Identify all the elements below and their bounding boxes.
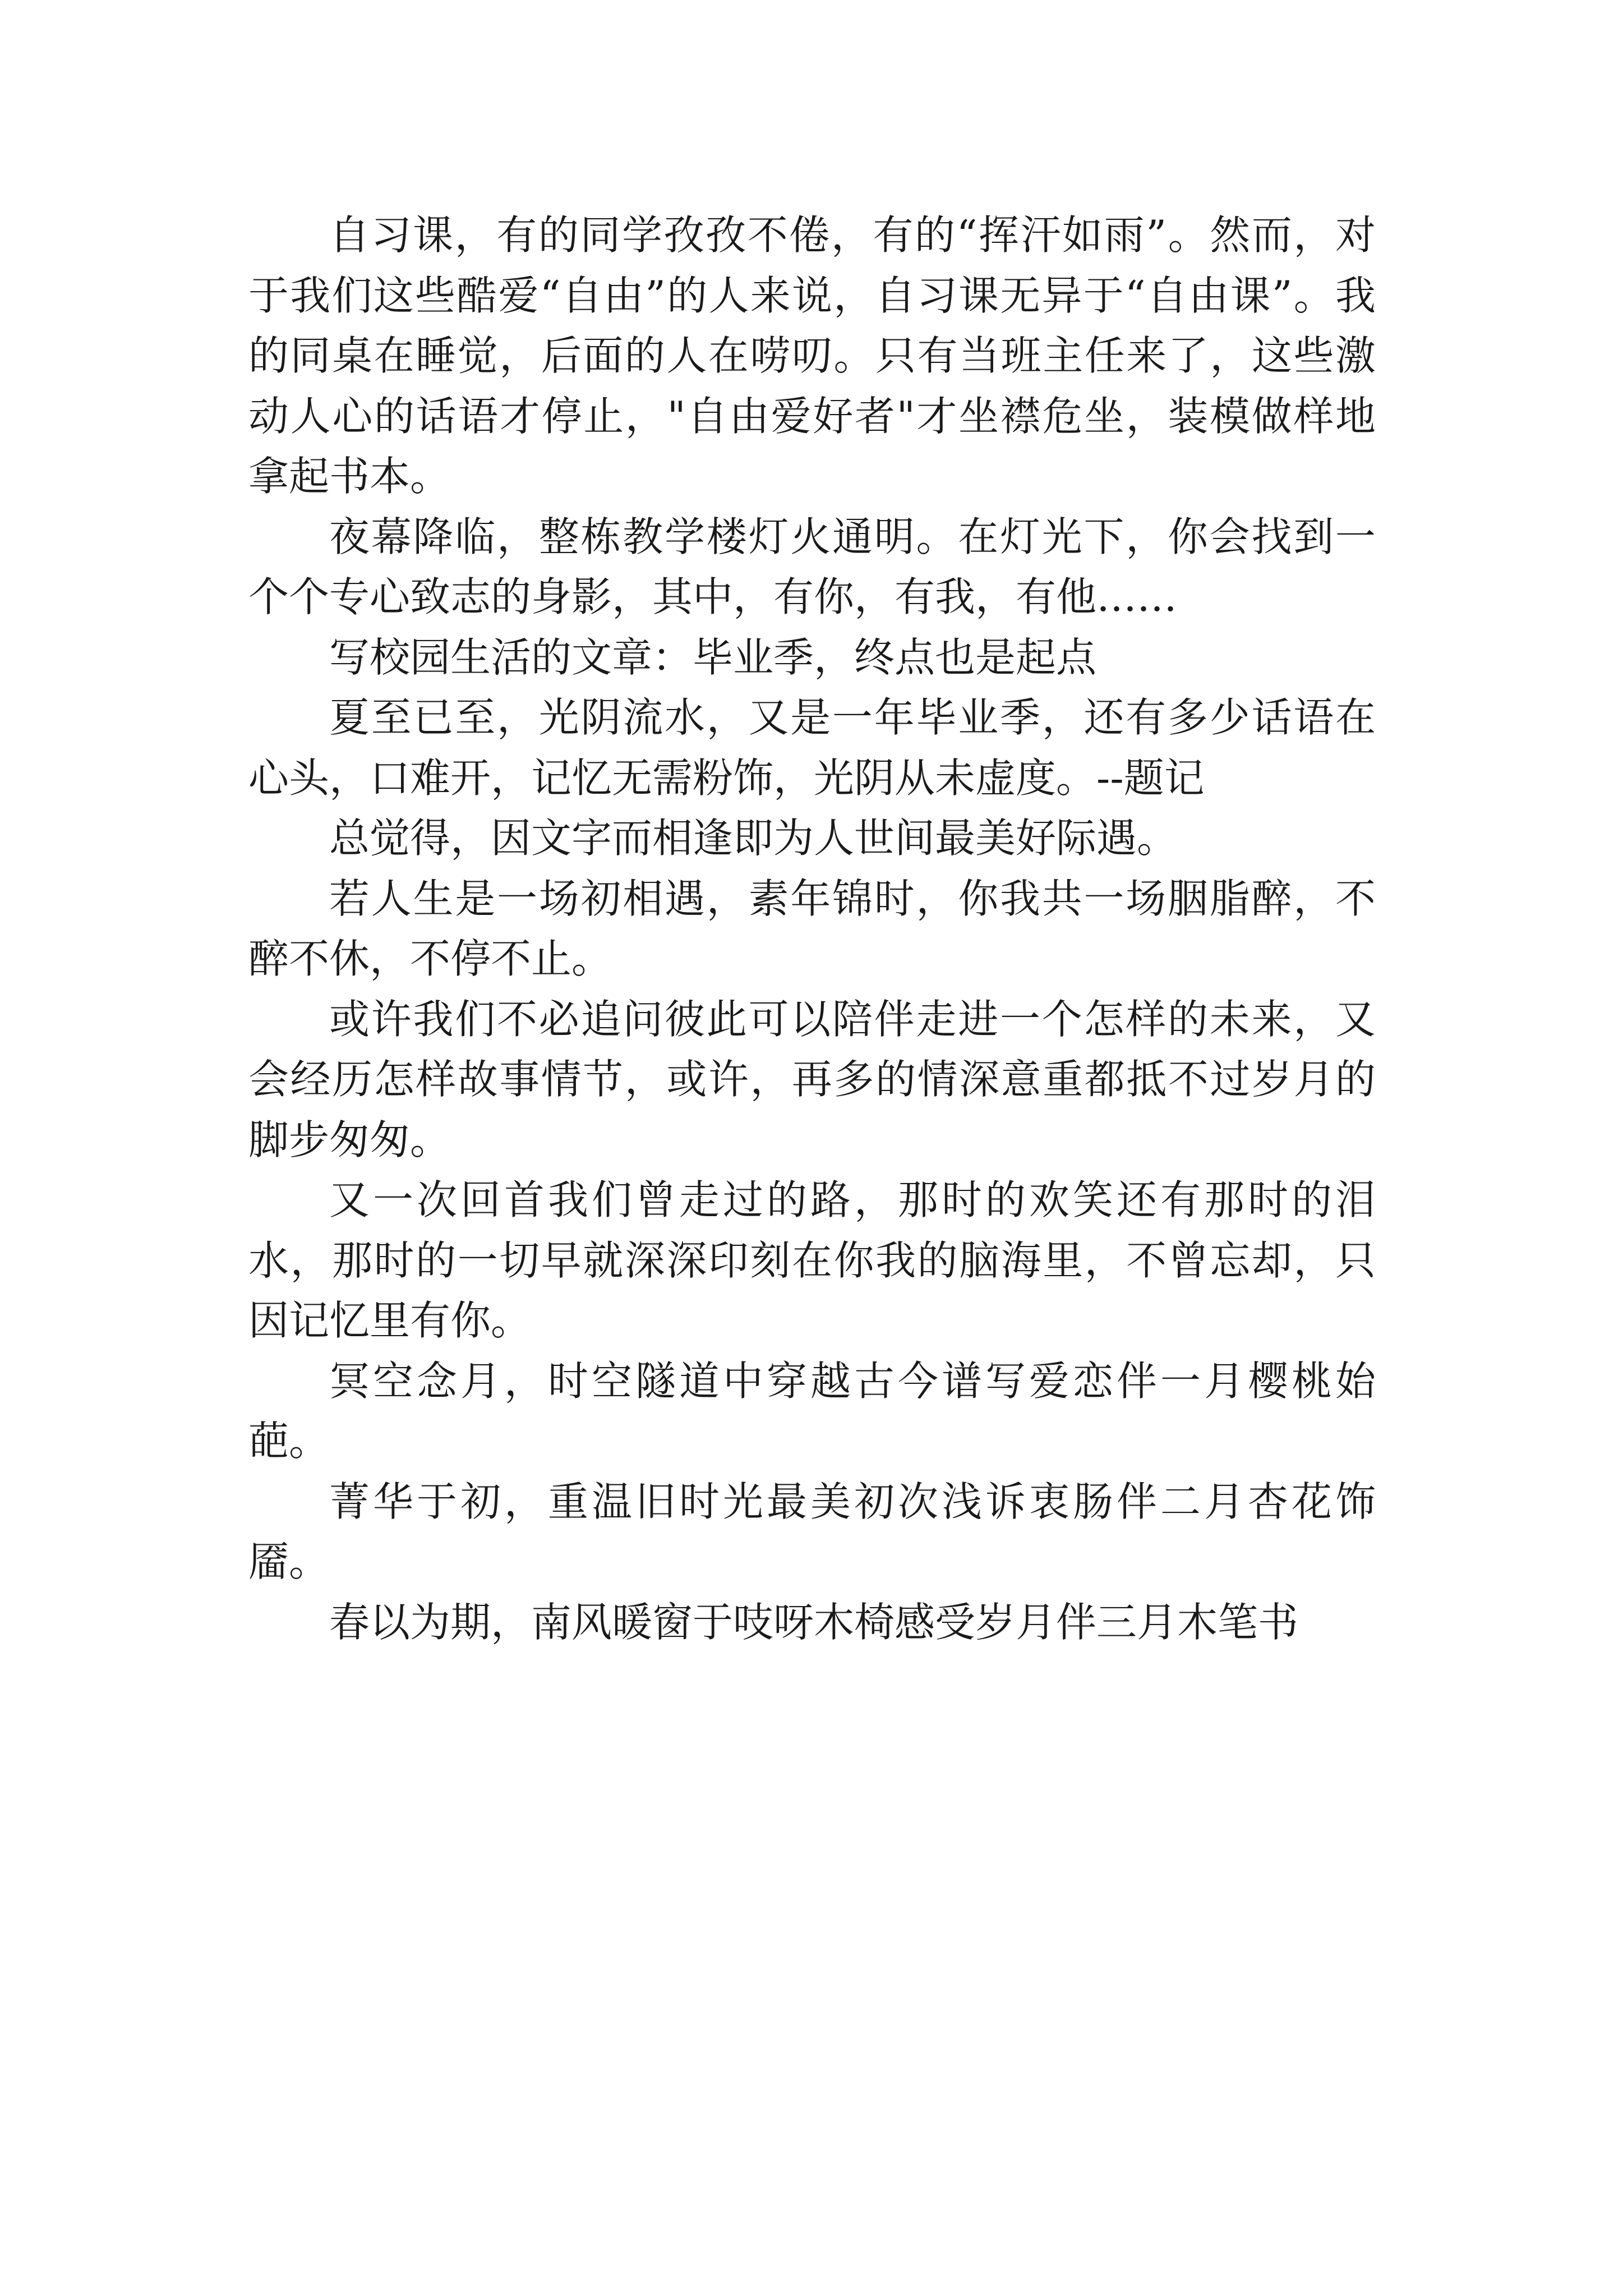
paragraph: 菁华于初，重温旧时光最美初次浅诉衷肠伴二月杏花饰靥。 <box>248 1478 1376 1585</box>
paragraph: 夏至已至，光阴流水，又是一年毕业季，还有多少话语在心头，口难开，记忆无需粉饰，光阴从未虚度。--题记 <box>248 694 1376 802</box>
paragraph: 自习课，有的同学孜孜不倦，有的“挥汗如雨”。然而，对于我们这些酷爱“自由”的人来说，自习课无异于“自由课”。我的同桌在睡觉，后面的人在唠叨。只有当班主任来了，这些激动人心的话语才停止，"自由爱好者"才坐襟危坐，装模做样地拿起书本。 <box>248 211 1376 500</box>
document-body <box>248 205 1376 1653</box>
paragraph: 总觉得，因文字而相逢即为人世间最美好际遇。 <box>329 815 1178 862</box>
paragraph: 或许我们不必追问彼此可以陪伴走进一个怎样的未来，又会经历怎样故事情节，或许，再多的情深意重都抵不过岁月的脚步匆匆。 <box>248 995 1376 1163</box>
paragraph: 若人生是一场初相遇，素年锦时，你我共一场胭脂醉，不醉不休，不停不止。 <box>248 875 1376 982</box>
paragraph: 又一次回首我们曾走过的路，那时的欢笑还有那时的泪水，那时的一切早就深深印刻在你我的脑海里，不曾忘却，只因记忆里有你。 <box>248 1176 1376 1344</box>
paragraph: 冥空念月，时空隧道中穿越古今谱写爱恋伴一月樱桃始葩。 <box>248 1357 1376 1465</box>
section-heading: 写校园生活的文章：毕业季，终点也是起点 <box>329 633 1097 681</box>
paragraph: 春以为期，南风暖窗于吱呀木椅感受岁月伴三月木笔书 <box>329 1598 1299 1646</box>
paragraph: 夜幕降临，整栋教学楼灯火通明。在灯光下，你会找到一个个专心致志的身影，其中，有你，有我，有他…… <box>248 513 1376 620</box>
